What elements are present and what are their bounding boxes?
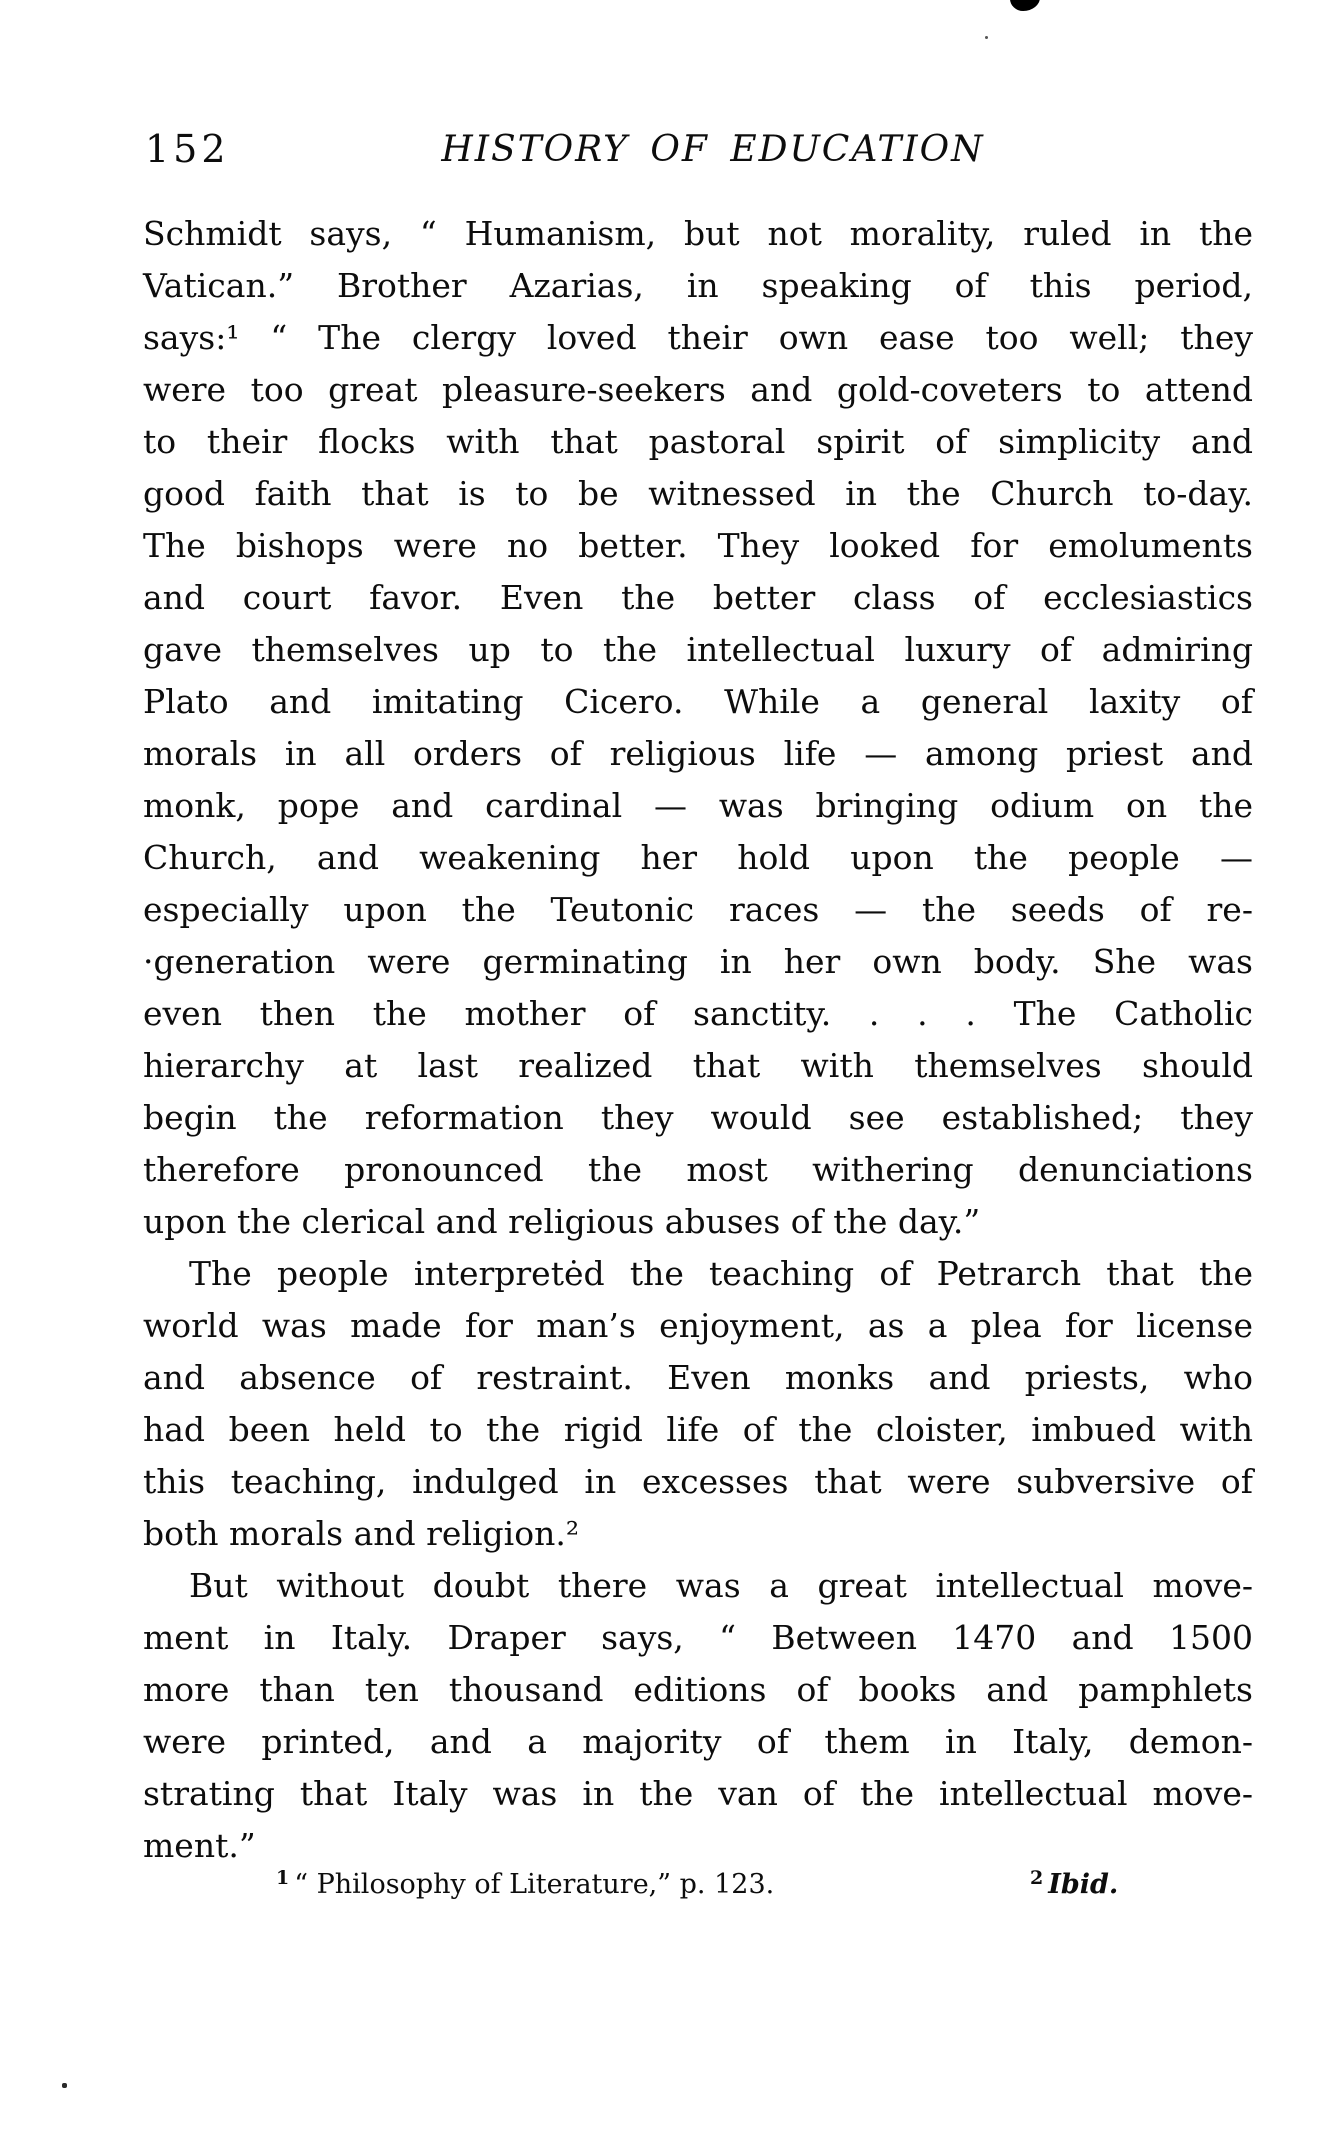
footnote-1-marker: 1 (276, 1867, 290, 1889)
text-line: Schmidt says, “ Humanism, but not morality, ruled in the (143, 214, 1253, 253)
text-line: even then the mother of sanctity. . . . The Catholic (143, 994, 1253, 1033)
text-line: Vatican.” Brother Azarias, in speaking of this period, (143, 266, 1253, 305)
text-line: good faith that is to be witnessed in the Church to-day. (143, 474, 1253, 513)
ink-blob-artifact (1010, 0, 1040, 11)
text-line: ·generation were germinating in her own body. She was (143, 942, 1253, 981)
text-line: gave themselves up to the intellectual luxury of admiring (143, 630, 1253, 669)
page-body (143, 208, 1253, 1872)
scan-speck (985, 36, 988, 39)
text-line: monk, pope and cardinal — was bringing odium on the (143, 786, 1253, 825)
text-line: and court favor. Even the better class of ecclesiastics (143, 578, 1253, 617)
text-line: this teaching, indulged in excesses that were subversive of (143, 1462, 1253, 1501)
text-line: were too great pleasure-seekers and gold-coveters to attend (143, 370, 1253, 409)
text-line: ment.” (143, 1826, 256, 1865)
text-line: especially upon the Teutonic races — the seeds of re- (143, 890, 1253, 929)
text-line: strating that Italy was in the van of the intellectual move- (143, 1774, 1253, 1813)
text-line: Plato and imitating Cicero. While a general laxity of (143, 682, 1253, 721)
page-number: 152 (145, 127, 230, 171)
text-line: ment in Italy. Draper says, “ Between 1470 and 1500 (143, 1618, 1253, 1657)
scan-speck (62, 2083, 67, 2088)
text-line: were printed, and a majority of them in Italy, demon- (143, 1722, 1253, 1761)
footnote-2 (1030, 1860, 1118, 1903)
text-line: had been held to the rigid life of the cloister, imbued with (143, 1410, 1253, 1449)
text-line: both morals and religion.² (143, 1514, 580, 1553)
text-line: The people interpretėd the teaching of Petrarch that the (189, 1254, 1253, 1293)
text-line: and absence of restraint. Even monks and priests, who (143, 1358, 1253, 1397)
text-line: morals in all orders of religious life — among priest and (143, 734, 1253, 773)
text-line: The bishops were no better. They looked for emoluments (143, 526, 1253, 565)
text-line: therefore pronounced the most withering denunciations (143, 1150, 1253, 1189)
footnote-2-marker: 2 (1030, 1867, 1044, 1889)
footnote-2-text: Ibid. (1048, 1869, 1119, 1900)
text-line: hierarchy at last realized that with themselves should (143, 1046, 1253, 1085)
text-line: more than ten thousand editions of books and pamphlets (143, 1670, 1253, 1709)
footnotes (143, 1860, 1253, 1908)
running-title: HISTORY OF EDUCATION (441, 129, 985, 170)
text-line: says:¹ “ The clergy loved their own ease too well; they (143, 318, 1253, 357)
text-line: to their flocks with that pastoral spirit of simplicity and (143, 422, 1253, 461)
footnote-1-text: “ Philosophy of Literature,” p. 123. (294, 1869, 775, 1900)
running-header (143, 128, 1253, 178)
text-line: begin the reformation they would see established; they (143, 1098, 1253, 1137)
text-line: upon the clerical and religious abuses of the day.” (143, 1202, 981, 1241)
text-line: But without doubt there was a great intellectual move- (189, 1566, 1253, 1605)
text-line: Church, and weakening her hold upon the people — (143, 838, 1253, 877)
footnote-1 (276, 1860, 774, 1903)
text-line: world was made for man’s enjoyment, as a plea for license (143, 1306, 1253, 1345)
